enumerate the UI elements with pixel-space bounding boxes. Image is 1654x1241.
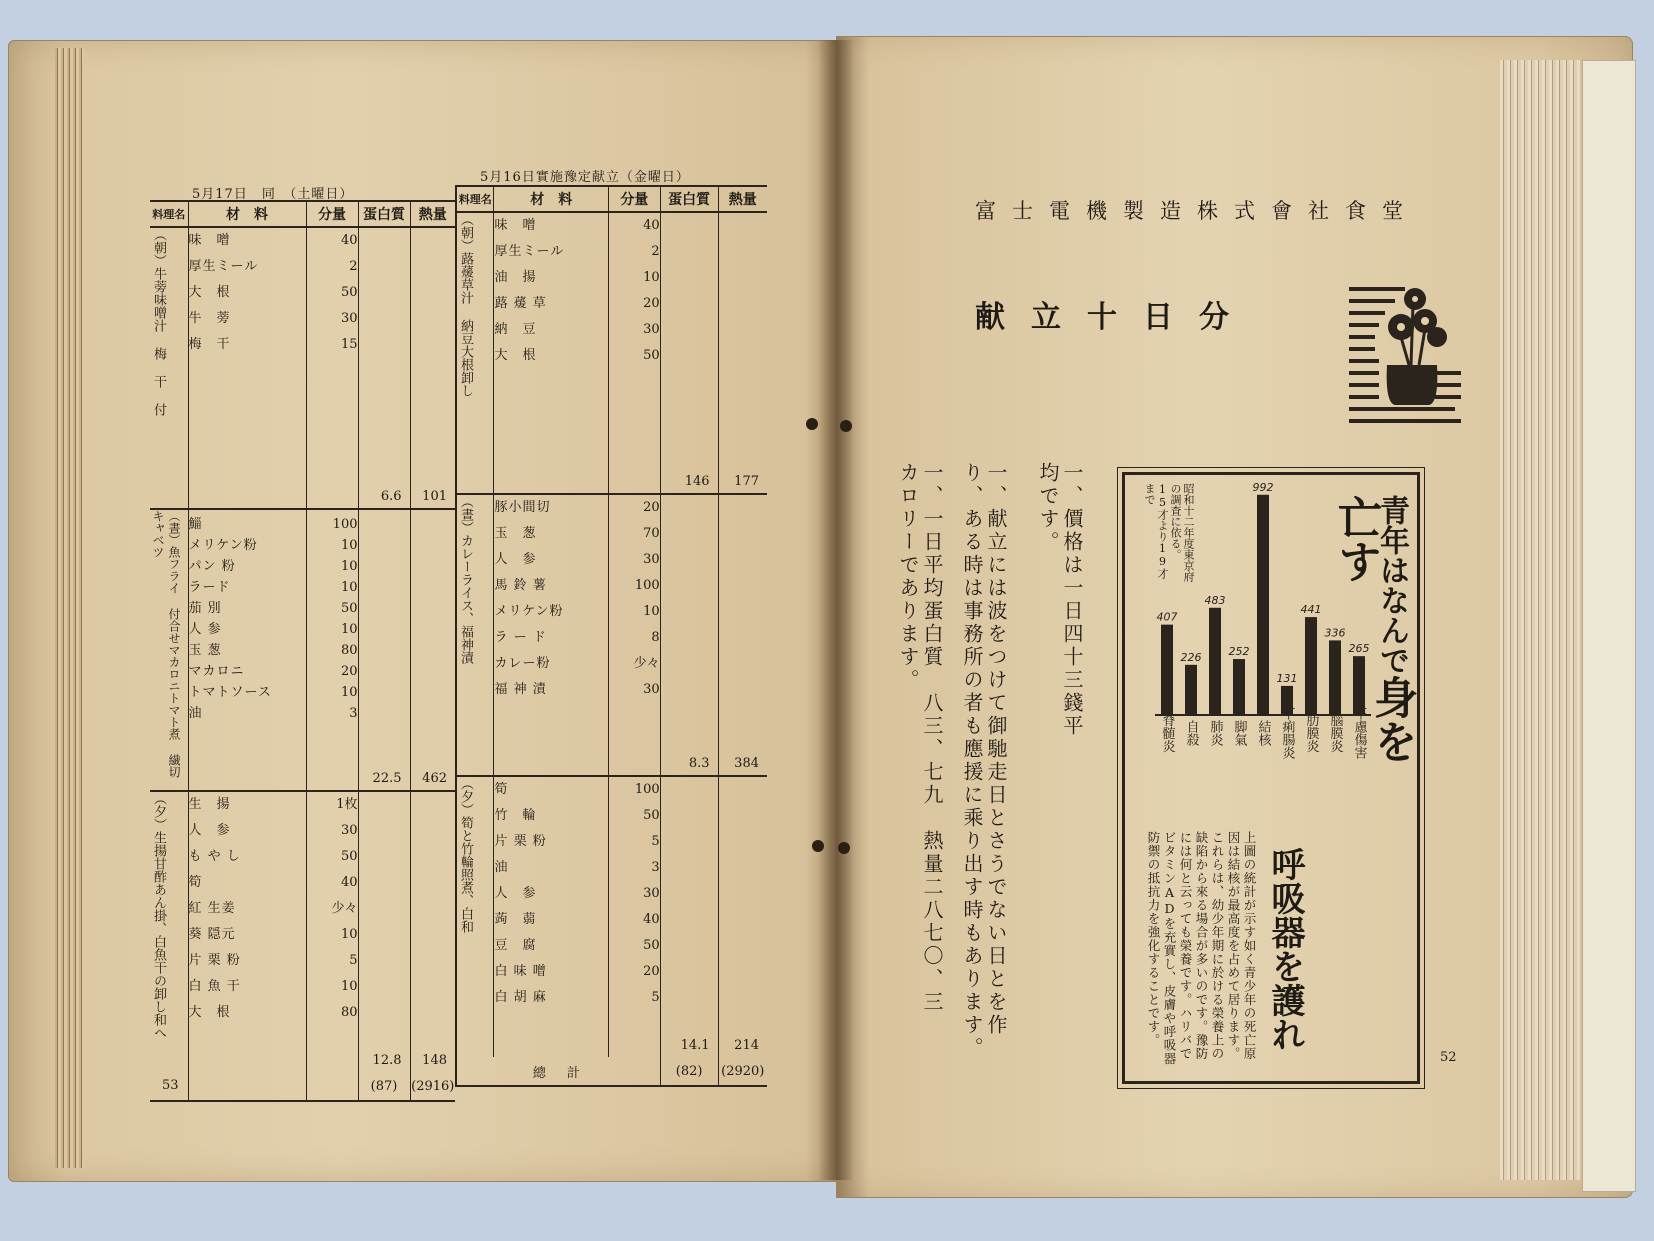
protein-total: 8.3 [688,756,710,771]
grand-total-protein: (82) [660,1057,718,1086]
amount-list: 1枚 30 50 40 少々 10 5 10 80 [306,791,358,1072]
note-price: 一、價格は一日四十三錢平均です。 [1036,462,1084,738]
protein-total: 6.6 [380,489,402,504]
chart-bar [1257,495,1269,715]
chart-data-label: 336 [1324,626,1346,640]
ingredient-list: 味 噌 厚生ミール 大 根 牛 蒡 梅 干 [188,227,306,509]
ingredient-list: 豚小間切 玉 葱 人 参 馬 鈴 薯 メリケン粉 ラ ー ド カレー粉 福 神 漬 [494,494,609,776]
chart-category-label: 結核 [1255,720,1271,746]
amount-list: 100 50 5 3 30 40 50 20 5 [608,776,660,1057]
protein-total: 14.1 [680,1038,710,1053]
header-qty: 分量 [608,186,660,212]
header-dish: 料理名 [150,201,188,227]
calorie-total: 148 [422,1053,447,1068]
header-dish: 料理名 [456,186,494,212]
header-calorie: 熱量 [718,186,767,212]
meal-label: （晝） [167,510,181,546]
chart-data-label: 226 [1180,650,1202,664]
page-number-left: 53 [162,1078,179,1093]
binding-hole [806,418,818,430]
protein-total: 22.5 [372,771,402,786]
header-protein: 蛋白質 [358,201,410,227]
chart-bar [1329,640,1341,715]
calorie-total: 177 [734,474,759,489]
meal-label: （夕） [151,792,166,831]
grand-total-calorie: (2920) [718,1057,767,1086]
calorie-total: 101 [422,489,447,504]
dish-name: カレーライス、福神漬 [458,534,473,664]
grand-total-protein: (87) [358,1072,410,1101]
amount-list: 40 2 10 20 30 50 [608,212,660,494]
page-number-right: 52 [1440,1050,1457,1065]
amount-list: 40 2 50 30 15 [306,227,358,509]
calorie-total: 214 [734,1038,759,1053]
chart-category-label: 不慮傷害 [1351,707,1367,759]
chart-bar [1185,665,1197,715]
poster-headline: 青年はなんで身を亡す [1330,495,1417,763]
note-menu-variety: 一、献立には波をつけて御馳走日とさうでない日とを作り、ある時は事務所の者も應援に乘り出す時もあります。 [960,462,1008,1060]
chart-data-label: 252 [1228,645,1250,659]
ingredient-list: 筍 竹 輪 片 栗 粉 油 人 参 蒟 蒻 豆 腐 白 味 噌 白 胡 麻 [494,776,609,1057]
chart-category-label: 腦膜炎 [1327,713,1343,753]
chart-bar [1209,608,1221,715]
binding-hole [838,842,850,854]
ingredient-list: 鯔 メリケン粉 パン 粉 ラード 茄 別 人 参 玉 葱 マカロニ トマトソース 油 [188,509,306,791]
meal-label: （朝） [458,213,473,252]
chart-data-label: 992 [1252,480,1274,494]
insert-sheet [1582,60,1636,1192]
poster-source-note: 昭和十二年度東京府の調査に依る。15才より19才まで [1143,483,1195,582]
health-poster [1122,472,1420,1084]
ingredient-list: 味 噌 厚生ミール 油 揚 蕗 蕿 草 納 豆 大 根 [494,212,609,494]
header-protein: 蛋白質 [660,186,718,212]
dish-name: 牛蒡味噌汁 梅 干 付 [151,267,166,416]
chart-category-label: 脚氣 [1231,720,1247,746]
protein-total: 146 [684,474,710,489]
chart-category-label: 下痢腸炎 [1279,707,1295,759]
table-caption-saturday: 5月17日 同 （土曜日） [192,187,354,202]
chart-bar [1233,659,1245,715]
meal-label: （晝） [458,495,473,534]
poster-slogan: 呼吸器を護れ [1265,847,1305,1051]
menu-table-saturday [150,200,455,1102]
chart-data-label: 131 [1276,671,1298,685]
right-page-edges [1500,60,1580,1180]
header-ingredient: 材 料 [494,186,609,212]
note-daily-average: 一、一日平均蛋白質 八三、七九 熱量二八七〇、三カロリーであります。 [896,462,944,1014]
protein-total: 12.8 [372,1053,402,1068]
chart-bar [1305,617,1317,715]
chart-data-label: 483 [1204,593,1226,607]
binding-hole [840,420,852,432]
header-ingredient: 材 料 [188,201,306,227]
chart-category-label: 自殺 [1183,720,1199,746]
chart-data-label: 441 [1300,603,1322,617]
chart-data-label: 265 [1348,642,1370,656]
chart-category-label: 肋膜炎 [1303,713,1319,753]
amount-list: 20 70 30 100 10 8 少々 30 [608,494,660,776]
dish-name: 魚フライ 付合せマカロニトマト煮 繊切キャベツ [151,510,181,778]
dish-name: 筍と竹輪照煮、白和 [458,816,473,933]
meal-label: （夕） [458,777,473,816]
header-qty: 分量 [306,201,358,227]
meal-label: （朝） [151,228,166,267]
chart-data-label: 407 [1156,610,1178,624]
chart-bar [1161,625,1173,715]
book-gutter [818,40,854,1180]
flower-vase-icon [1345,275,1465,435]
grand-total-label: 總 計 [456,1057,660,1086]
page-title: 献立十日分 [975,300,1255,335]
calorie-total: 462 [422,771,447,786]
table-caption-friday: 5月16日實施豫定献立（金曜日） [480,170,690,185]
calorie-total: 384 [734,756,759,771]
mortality-bar-chart [1131,479,1371,819]
amount-list: 100 10 10 10 50 10 80 20 10 3 [306,509,358,791]
left-page-edges [55,48,85,1168]
header-calorie: 熱量 [410,201,455,227]
menu-table-friday [455,185,767,1087]
binding-hole [812,840,824,852]
dish-name: 蕗蕿草汁 納豆大根卸し [458,252,473,397]
dish-name: 生揚甘酢あん掛、白魚干の卸し和へ [151,831,166,1039]
poster-body-text: 上圖の統計が示す如く青少年の死亡原因は結核が最高度を占めて居ります。これらは、幼少年期に於ける榮養上の缺陷から來る場合が多いのです。豫防には何と云っても榮養です。ハリバでビタミンADを充實し、皮膚や呼吸器防禦の抵抗力を強化することです。 [1146,831,1257,1066]
ingredient-list: 生 揚 人 参 も や し 筍 紅 生姜 葵 隠元 片 栗 粉 白 魚 干 大 根 [188,791,306,1072]
chart-category-label: 脊髄炎 [1159,713,1175,753]
company-name: 富士電機製造株式會社食堂 [975,199,1419,223]
chart-category-label: 肺炎 [1207,720,1223,746]
grand-total-calorie: (2916) [410,1072,455,1101]
